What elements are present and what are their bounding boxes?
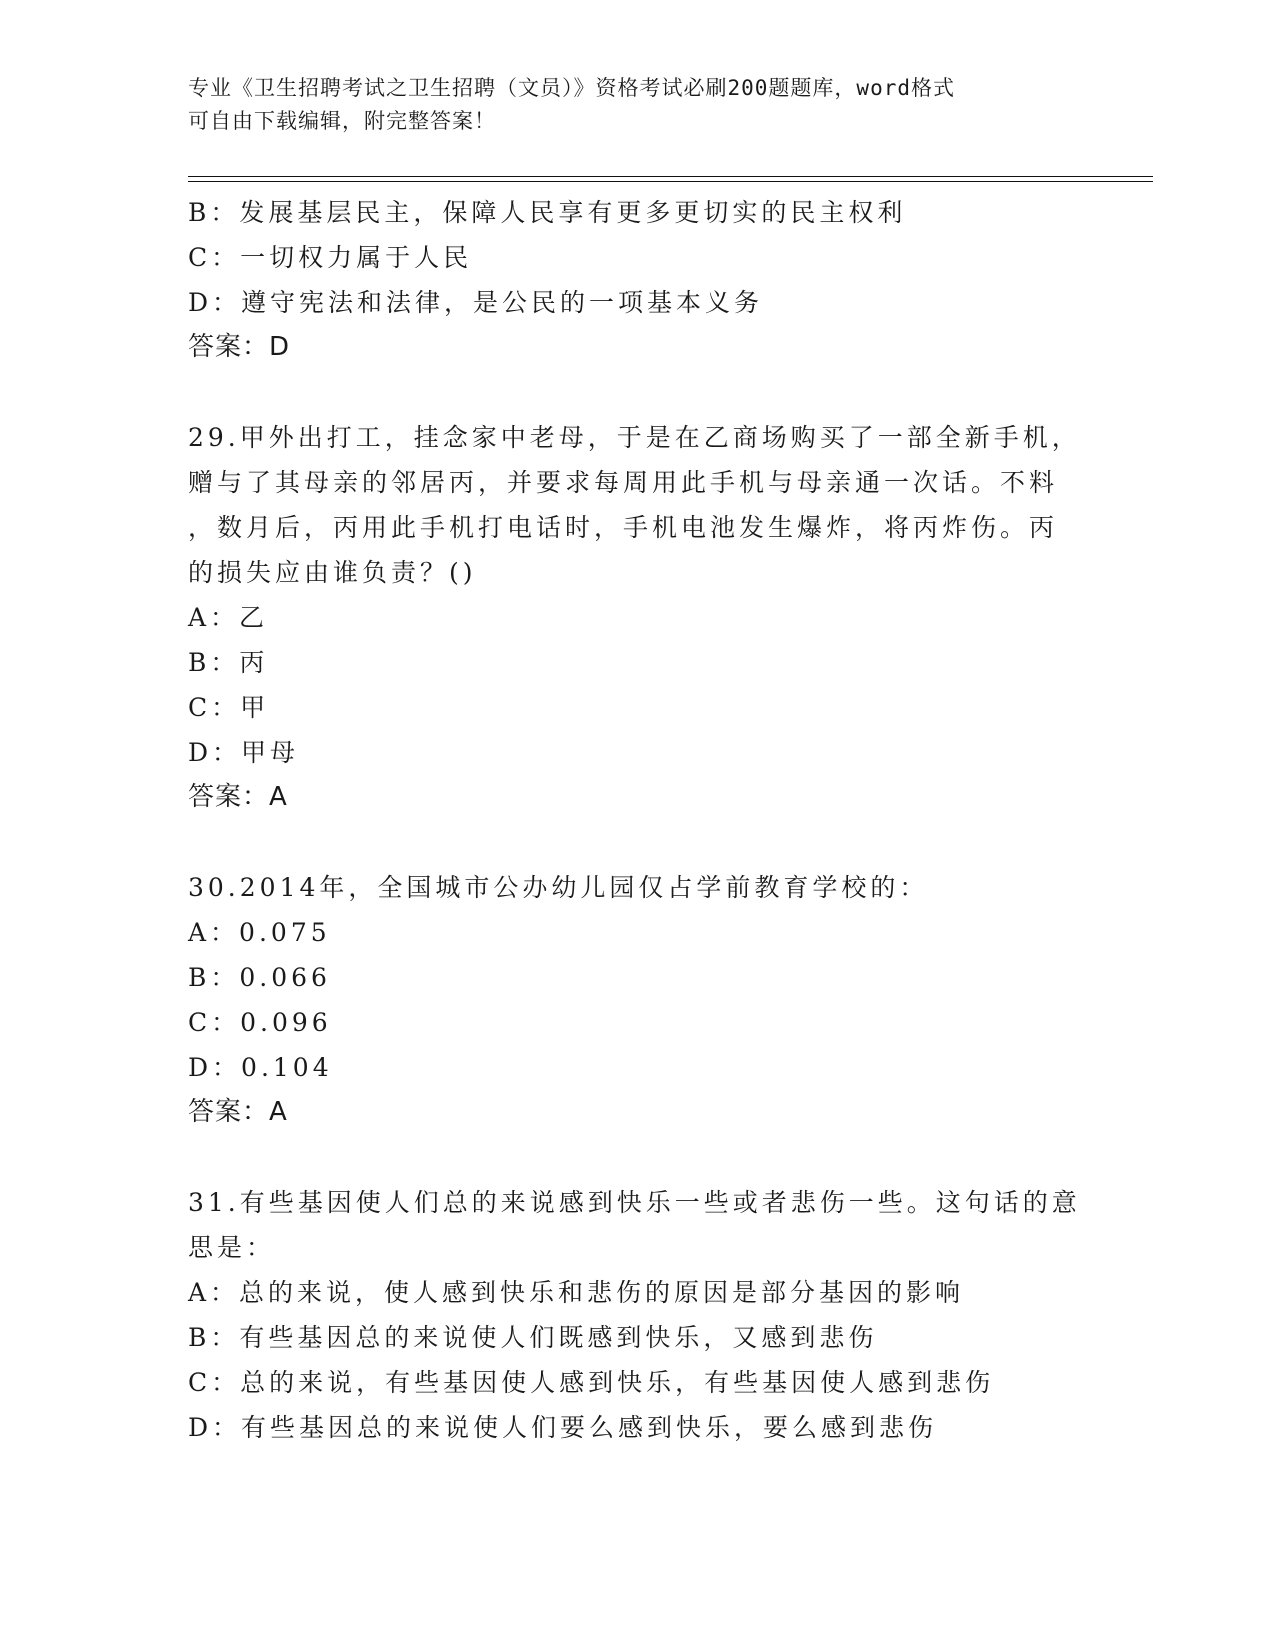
- option-a: A：总的来说，使人感到快乐和悲伤的原因是部分基因的影响: [188, 1278, 965, 1307]
- option-d: D：甲母: [188, 738, 300, 767]
- answer: 答案：D: [188, 332, 291, 362]
- question-text-line: 29.甲外出打工，挂念家中老母，于是在乙商场购买了一部全新手机，: [188, 423, 1081, 452]
- document-header: [188, 72, 1088, 138]
- option-c: C：甲: [188, 693, 270, 722]
- question-text-line: ，数月后，丙用此手机打电话时，手机电池发生爆炸，将丙炸伤。丙: [188, 513, 1059, 542]
- answer: 答案：A: [188, 782, 288, 812]
- header-divider-bottom: [188, 181, 1153, 182]
- option-a: A：0.075: [188, 918, 331, 947]
- header-line-1: 专业《卫生招聘考试之卫生招聘（文员）》资格考试必刷200题题库，word格式: [188, 76, 955, 100]
- option-b: B：发展基层民主，保障人民享有更多更切实的民主权利: [188, 198, 907, 227]
- option-d: D：0.104: [188, 1053, 333, 1082]
- question-29: [188, 415, 1128, 820]
- option-b: B：丙: [188, 648, 269, 677]
- option-c: C：0.096: [188, 1008, 332, 1037]
- question-text-line: 赠与了其母亲的邻居丙，并要求每周用此手机与母亲通一次话。不料: [188, 468, 1059, 497]
- header-divider-top: [188, 176, 1153, 177]
- question-text-line: 的损失应由谁负责？(): [188, 558, 477, 587]
- spacer: [188, 820, 1128, 865]
- option-b: B：有些基因总的来说使人们既感到快乐，又感到悲伤: [188, 1323, 878, 1352]
- question-30: [188, 865, 1128, 1135]
- question-text-line: 思是：: [188, 1233, 276, 1262]
- answer: 答案：A: [188, 1097, 288, 1127]
- spacer: [188, 1135, 1128, 1180]
- option-b: B：0.066: [188, 963, 331, 992]
- spacer: [188, 370, 1128, 415]
- document-body: [188, 190, 1128, 1450]
- question-31: [188, 1180, 1128, 1450]
- question-text-line: 30.2014年，全国城市公办幼儿园仅占学前教育学校的：: [188, 873, 929, 902]
- header-line-2: 可自由下载编辑，附完整答案！: [188, 109, 496, 133]
- question-text-line: 31.有些基因使人们总的来说感到快乐一些或者悲伤一些。这句话的意: [188, 1188, 1081, 1217]
- option-d: D：有些基因总的来说使人们要么感到快乐，要么感到悲伤: [188, 1413, 938, 1442]
- question-28-tail: [188, 190, 1128, 370]
- option-d: D：遵守宪法和法律，是公民的一项基本义务: [188, 288, 764, 317]
- option-c: C：总的来说，有些基因使人感到快乐，有些基因使人感到悲伤: [188, 1368, 995, 1397]
- option-a: A：乙: [188, 603, 269, 632]
- option-c: C：一切权力属于人民: [188, 243, 473, 272]
